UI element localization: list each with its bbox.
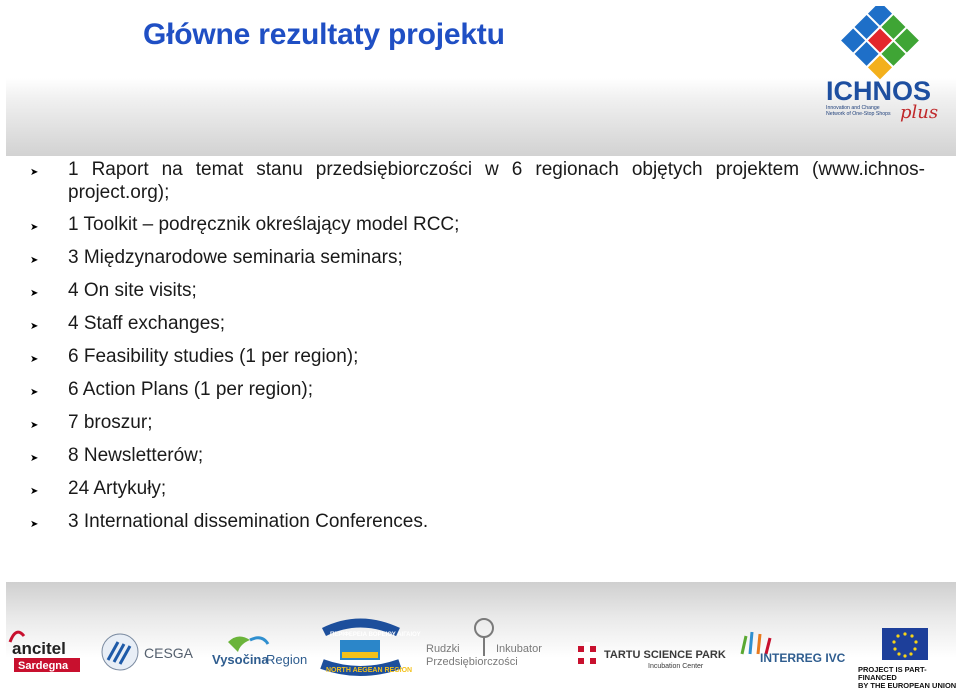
tartu-text: TARTU SCIENCE PARK [604,649,726,661]
list-item-text: 7 broszur; [68,412,153,433]
ichnos-tagline-2: Network of One-Stop Shops [826,111,891,117]
ichnos-plus-logo [818,6,942,130]
arrow-bullet-icon: ➤ [30,387,39,398]
list-item-text: 8 Newsletterów; [68,445,204,466]
eu-flag-logo [882,628,928,660]
list-item [30,345,925,368]
list-item-text: 6 Action Plans (1 per region); [68,379,314,400]
list-item [30,246,925,269]
ancitel-sardegna-logo [10,632,80,672]
arrow-bullet-icon: ➤ [30,167,39,178]
list-item-text: 1 Toolkit – podręcznik określający model RCC; [68,214,460,235]
arrow-bullet-icon: ➤ [30,519,39,530]
tartu-science-park-logo [574,642,726,670]
north-aegean-region-logo [322,623,421,674]
list-item-text: 4 On site visits; [68,280,197,301]
list-item-text: 3 Międzynarodowe seminaria seminars; [68,247,403,268]
slide-title: Główne rezultaty projektu [143,18,505,51]
list-item [30,444,925,467]
eu-note-line-2: BY THE EUROPEAN UNION [858,681,957,690]
list-item [30,510,925,533]
arrow-bullet-icon: ➤ [30,222,39,233]
list-item-text: 3 International dissemination Conferences. [68,511,429,532]
list-item [30,279,925,302]
aegean-english-text: NORTH AEGEAN REGION [326,667,413,674]
arrow-bullet-icon: ➤ [30,321,39,332]
arrow-bullet-icon: ➤ [30,354,39,365]
list-item [30,312,925,335]
list-item [30,213,925,236]
incubation-center-text: Incubation Center [648,663,704,670]
interreg-ivc-logo [742,632,846,665]
arrow-bullet-icon: ➤ [30,453,39,464]
vysocina-region-logo [212,636,307,667]
vysocina-region-text: Region [266,652,308,667]
eu-note-line-1: PROJECT IS PART-FINANCED [858,665,927,682]
rudzki-text: Rudzki [426,643,460,655]
cesga-logo [102,634,194,670]
partner-logos-strip [0,612,960,683]
list-item-text: 24 Artykuły; [68,478,167,499]
vysocina-text: Vysočina [212,652,269,667]
list-item [30,477,925,500]
rudzki-inkubator-logo [426,619,542,668]
inkubator-text: Inkubator [496,643,542,655]
cesga-text: CESGA [144,645,194,661]
sardegna-text: Sardegna [18,660,69,672]
ichnos-plus-script: plus [900,102,939,123]
results-list [30,158,925,543]
przedsiebiorczosci-text: Przedsiębiorczości [426,656,518,668]
ichnos-wordmark: ICHNOS [826,76,932,106]
eu-financing-note [858,666,958,690]
arrow-bullet-icon: ➤ [30,288,39,299]
arrow-bullet-icon: ➤ [30,486,39,497]
ancitel-text: ancitel [12,639,66,658]
aegean-greek-text: ΠΕΡΙΦΕΡΕΙΑ ΒΟΡΕΙΟΥ ΑΙΓΑΙΟΥ [330,632,421,638]
list-item [30,378,925,401]
arrow-bullet-icon: ➤ [30,420,39,431]
list-item-text: 6 Feasibility studies (1 per region); [68,346,359,367]
list-item [30,158,925,204]
list-item-text: 1 Raport na temat stanu przedsiębiorczości w 6 regionach objętych projektem (www.ichnos-project.org); [68,159,925,203]
arrow-bullet-icon: ➤ [30,255,39,266]
ichnos-logo-graphic [818,6,942,130]
ichnos-tagline-1: Innovation and Change [826,105,880,111]
list-item-text: 4 Staff exchanges; [68,313,226,334]
list-item [30,411,925,434]
header-gradient-band [6,78,956,156]
interreg-text: INTERREG IVC [760,651,846,665]
